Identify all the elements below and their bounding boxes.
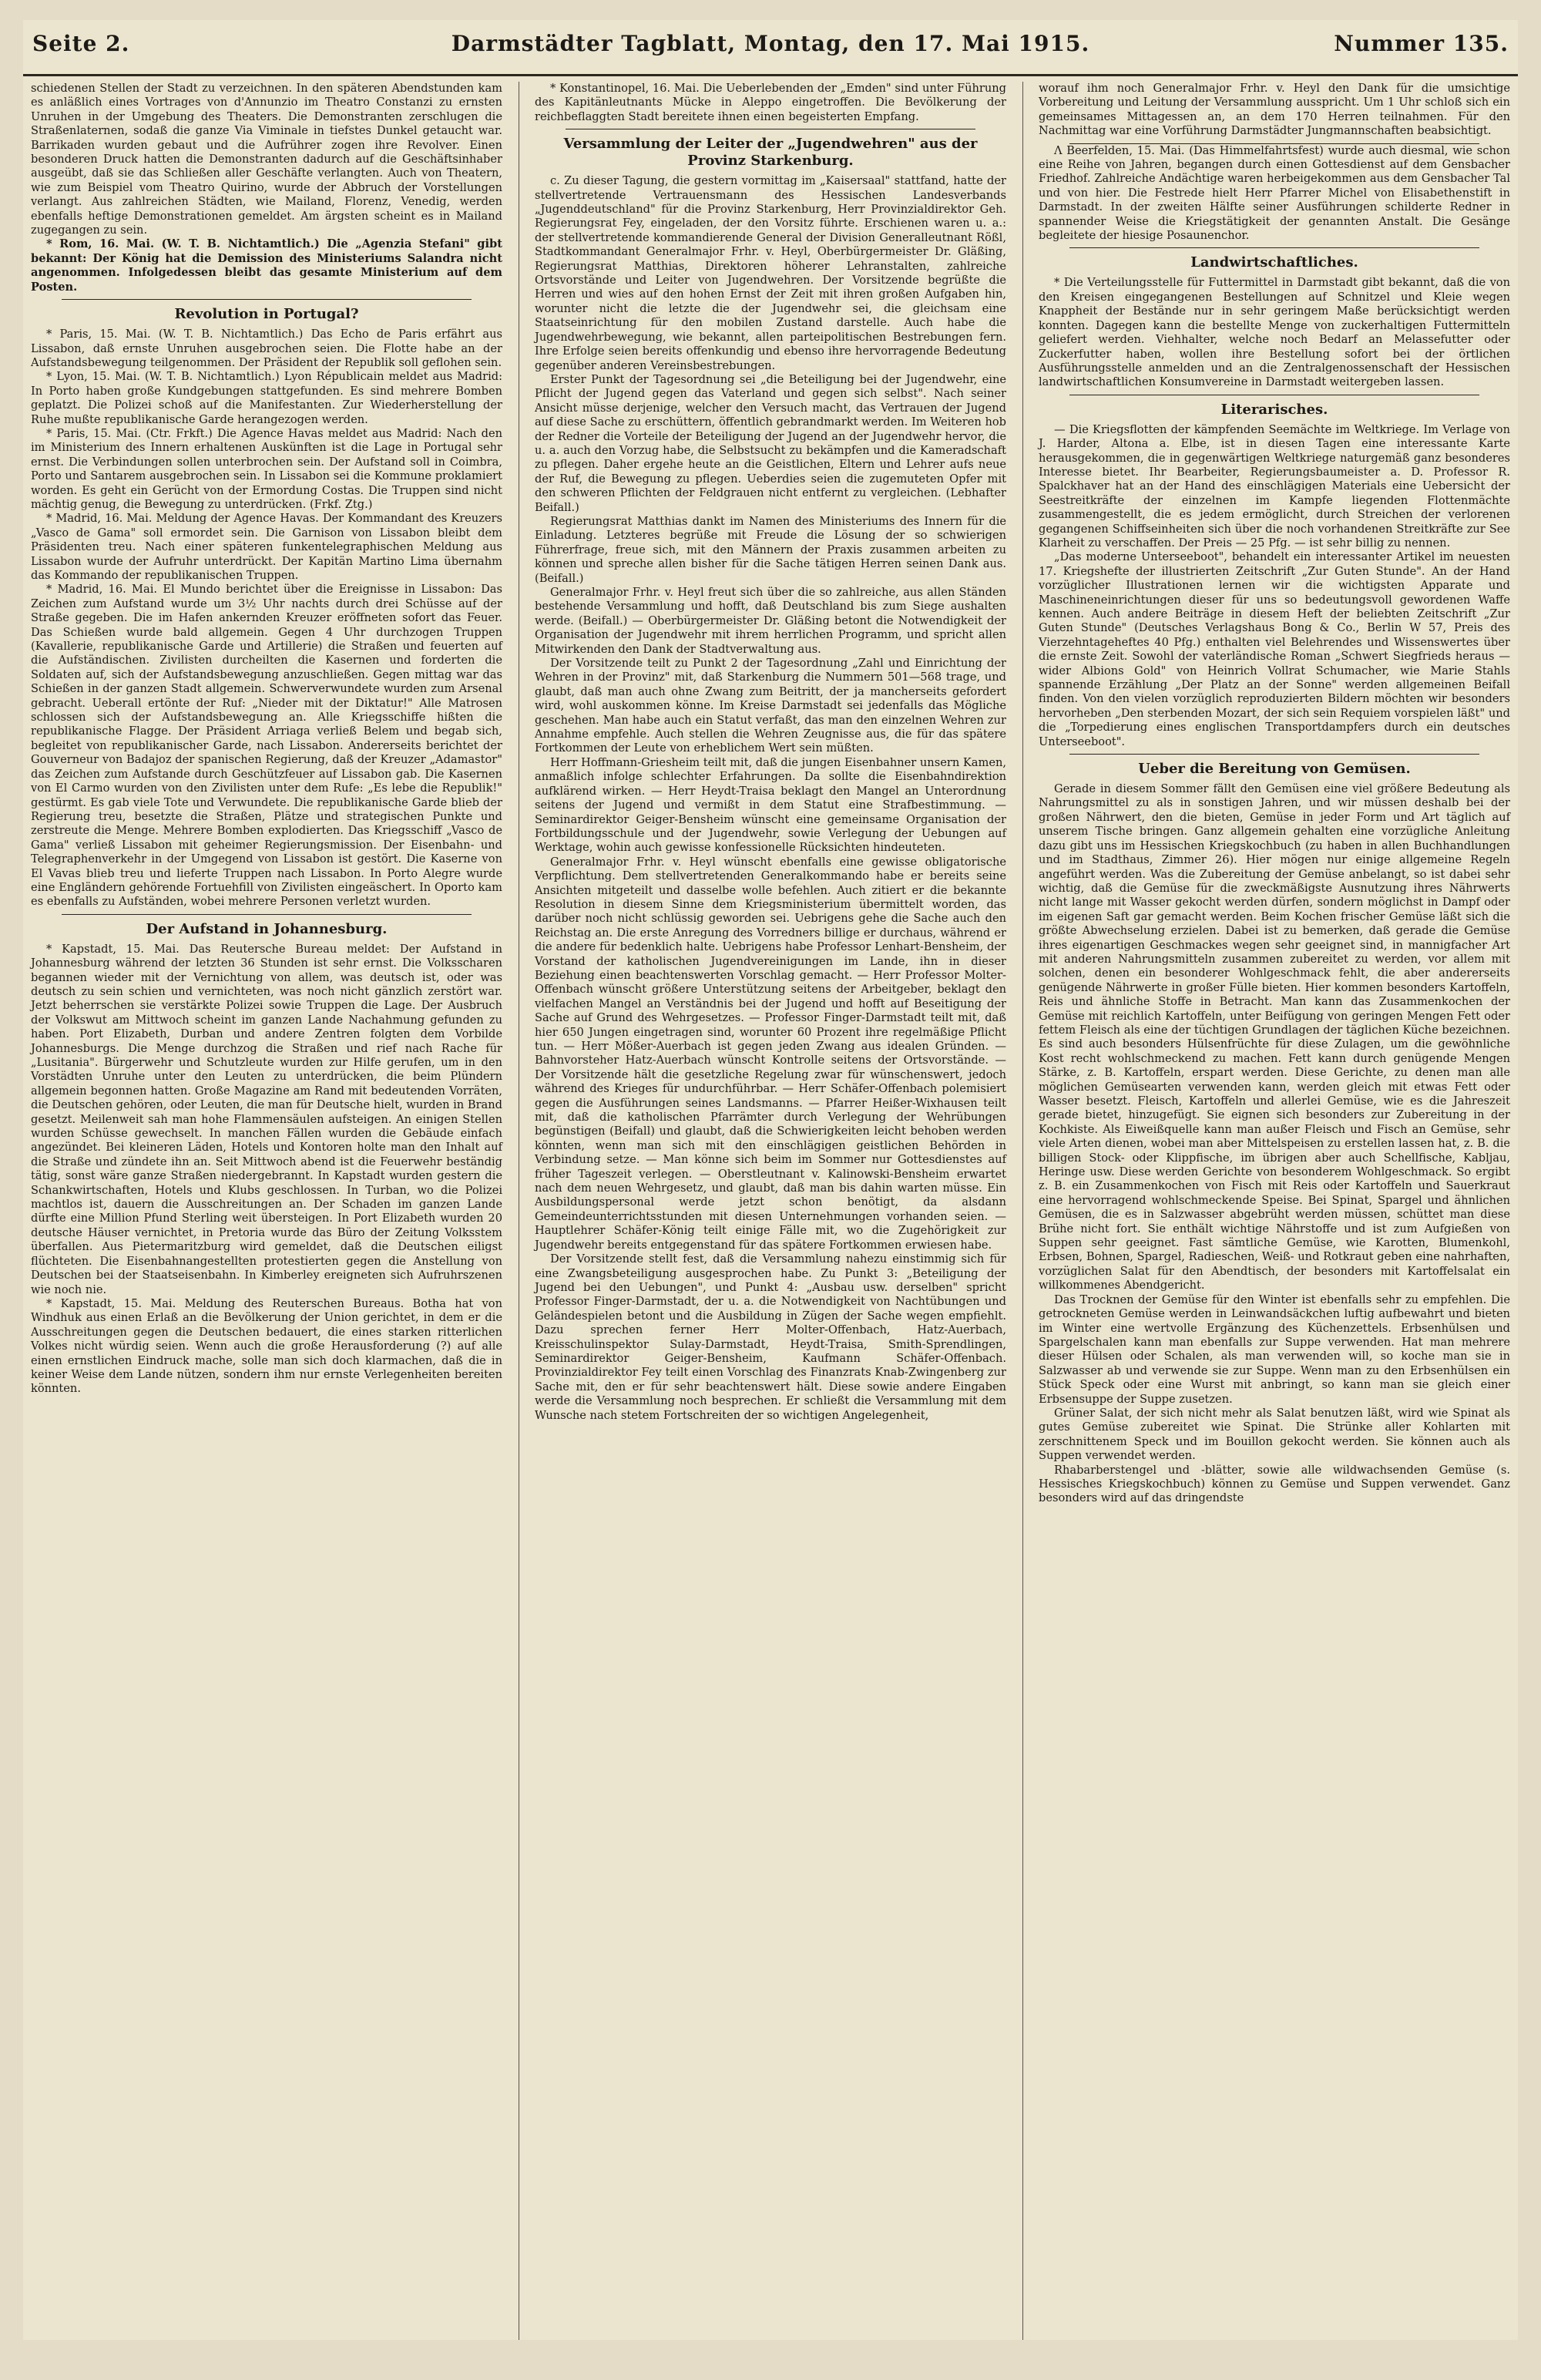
article-paragraph: * Lyon, 15. Mai. (W. T. B. Nichtamtlich.) Lyon Républicain meldet aus Madrid: In Porto haben große Kundgebungen stattgefunden. Es sind mehrere Bomben geplatzt. Die Polizei schoß auf die Manifestanten. Zur Wiederherstellung der Ruhe mußte republikanische Garde herangezogen werden.: [31, 370, 502, 426]
newspaper-title: Darmstädter Tagblatt, Montag, den 17. Mai 1915.: [451, 31, 1090, 56]
columns: [23, 82, 1518, 2340]
article-rom: * Rom, 16. Mai. (W. T. B. Nichtamtlich.) Die „Agenzia Stefani" gibt bekannt: Der König hat die Demission des Ministeriums Salandra nicht angenommen. Infolgedessen bleibt das gesamte Ministerium auf dem Posten.: [31, 237, 502, 294]
article-paragraph: * Kapstadt, 15. Mai. Das Reutersche Bureau meldet: Der Aufstand in Johannesburg während der letzten 36 Stunden ist sehr ernst. Die Volksscharen begannen wieder mit der Vernichtung von allem, was deutsch ist, oder was deutsch zu sein schien und vernichteten, was noch nicht gänzlich zerstört war. Jetzt beherrschen sie verstärkte Polizei sowie Truppen die Lage. Der Ausbruch der Volkswut am Mittwoch scheint im ganzen Lande Nachahmung gefunden zu haben. Port Elizabeth, Durban und andere Zentren folgten dem Vorbilde Johannesburgs. Die Menge durchzog die Straßen und rief nach Rache für „Lusitania". Bürgerwehr und Schutzleute wurden zur Hilfe gerufen, um in den Vorstädten Unruhe unter den Leuten zu unterdrücken, die beim Plündern allgemein begonnen hatten. Große Magazine am Rand mit bedeutenden Vorräten, die Deutschen gehören, oder Leuten, die man für Deutsche hielt, wurden in Brand gesetzt. Meilenweit sah man hohe Flammensäulen aufsteigen. An einigen Stellen wurden Schüsse gewechselt. In manchen Fällen wurden die Gebäude einfach angezündet. Bei kleineren Läden, Hotels und Kontoren holte man den Inhalt auf die Straße und zündete ihn an. Seit Mittwoch abend ist die Feuerwehr beständig tätig, sonst wäre ganze Straßen niedergebrannt. In Kapstadt wurden gestern die Schankwirtschaften, Hotels und Klubs geschlossen. In Turban, wo die Polizei machtlos ist, dauern die Ausschreitungen an. Der Schaden im ganzen Lande dürfte eine Million Pfund Sterling weit übersteigen. In Port Elizabeth wurden 20 deutsche Häuser vernichtet, in Pretoria wurde das Büro der Zeitung Volksstem überfallen. Aus Pietermaritzburg wird gemeldet, daß die Deutschen eiligst flüchteten. Die Eisenbahnangestellten protestierten gegen die Anstellung von Deutschen bei der Staatseisenbahn. In Kimberley ereigneten sich Aufruhrszenen wie noch nie.: [31, 942, 502, 1296]
article-paragraph: Der Vorsitzende teilt zu Punkt 2 der Tagesordnung „Zahl und Einrichtung der Wehren in der Provinz" mit, daß Starkenburg die Nummern 501—568 trage, und glaubt, daß man auch ohne Zwang zum Beitritt, der ja mancherseits gefordert wird, wohl auskommen könne. Im Kreise Darmstadt sei jedenfalls das Mögliche geschehen. Man habe auch ein Statut verfaßt, das man den einzelnen Wehren zur Annahme empfehle. Auch stellen die Wehren Zeugnisse aus, die für das spätere Fortkommen der Leute von erheblichem Wert sein müßten.: [535, 657, 1006, 755]
divider: [62, 299, 472, 300]
article-paragraph: Generalmajor Frhr. v. Heyl wünscht ebenfalls eine gewisse obligatorische Verpflichtung. Dem stellvertretenden Generalkommando habe er bereits seine Ansichten mitgeteilt und dasselbe wolle befehlen. Auch zitiert er die bekannte Resolution in diesem Sinne dem Kriegsministerium übermittelt worden, das darüber noch nicht schlüssig geworden sei. Uebrigens gehe die Sache auch den Reichstag an. Die erste Anregung des Vorredners billige er durchaus, während er die andere für bedenklich halte. Uebrigens habe Professor Lenhart-Bensheim, der Vorstand der katholischen Jugendvereinigungen im Lande, ihn in dieser Beziehung einen beachtenswerten Vorschlag gemacht. — Herr Professor Molter-Offenbach wünscht größere Unterstützung seitens der Arbeitgeber, beklagt den vielfachen Mangel an Verständnis bei der Jugend und hofft auf Beseitigung der Sache auf Grund des Wehrgesetzes. — Professor Finger-Darmstadt teilt mit, daß hier 650 Jungen eingetragen sind, worunter 60 Prozent ihre regelmäßige Pflicht tun. — Herr Mößer-Auerbach ist gegen jeden Zwang aus idealen Gründen. — Bahnvorsteher Hatz-Auerbach wünscht Kontrolle seitens der Ortsvorstände. — Der Vorsitzende hält die gesetzliche Regelung zwar für wünschenswert, jedoch während des Krieges für undurchführbar. — Herr Schäfer-Offenbach polemisiert gegen die Ausführungen seines Landsmanns. — Pfarrer Heißer-Wixhausen teilt mit, daß die katholischen Pfarrämter durch Verlegung der Wehrübungen begünstigen (Beifall) und glaubt, daß die Schwierigkeiten leicht behoben werden könnten, wenn man sich mit den einschlägigen geistlichen Behörden in Verbindung setze. — Man könne sich beim im Sommer nur Gottesdienstes auf früher Tageszeit verlegen. — Oberstleutnant v. Kalinowski-Bensheim erwartet nach dem neuen Wehrgesetz, und glaubt, daß man bis dahin warten müsse. Ein Ausbildungspersonal werde jetzt schon benötigt, da alsdann Gemeindeunterrichtsstunden mit diesen Unternehmungen vorhanden seien. — Hauptlehrer Schäfer-König teilt einige Fälle mit, wo die Zugehörigkeit zur Jugendwehr bereits entgegenstand für das spätere Fortkommen erwiesen habe.: [535, 855, 1006, 1252]
article-paragraph: * Paris, 15. Mai. (Ctr. Frkft.) Die Agence Havas meldet aus Madrid: Nach den im Ministerium des Innern erhaltenen Auskünften ist die Lage in Portugal sehr ernst. Die Verbindungen sollen unterbrochen sein. Der Aufstand soll in Coimbra, Porto und Santarem ausgebrochen sein. In Lissabon sei die Kommune proklamiert worden. Es geht ein Gerücht von der Ermordung Costas. Die Truppen sind nicht mächtig genug, die Bewegung zu unterdrücken. (Frkf. Ztg.): [31, 426, 502, 511]
article-paragraph: Generalmajor Frhr. v. Heyl freut sich über die so zahlreiche, aus allen Ständen bestehende Versammlung und hofft, daß Deutschland bis zum Siege aushalten werde. (Beifall.) — Oberbürgermeister Dr. Gläßing betont die Notwendigkeit der Organisation der Jugendwehr mit ihrem herrlichen Programm, und spricht allen Mitwirkenden den Dank der Stadtverwaltung aus.: [535, 586, 1006, 656]
newspaper-page: [23, 20, 1518, 2340]
article-text: schiedenen Stellen der Stadt zu verzeichnen. In den späteren Abendstunden kam es anläßlich eines Vortrages von d'Annunzio im Theatro Constanzi zu ernsten Unruhen in der Umgebung des Theaters. Die Demonstranten zerschlugen die Straßenlaternen, sodaß die ganze Via Viminale in tiefstes Dunkel getaucht war. Barrikaden wurden gebaut und die Aufrührer zogen ihre Revolver. Einen besonderen Druck hatten die Demonstranten dadurch auf die Geschäftsinhaber ausgeübt, daß sie das Schließen aller Geschäfte verlangten. Auch von Theatern, wie zum Beispiel vom Theatro Quirino, wurde der Abbruch der Vorstellungen verlangt. Aus zahlreichen Städten, wie Mailand, Florenz, Venedig, werden ebenfalls heftige Demonstrationen gemeldet. Am ärgsten scheint es in Mailand zugegangen zu sein.: [31, 82, 502, 237]
headline-portugal: Revolution in Portugal?: [174, 306, 359, 323]
article-paragraph: * Die Verteilungsstelle für Futtermittel in Darmstadt gibt bekannt, daß die von den Kreisen eingegangenen Bestellungen auf Schnitzel und Kleie wegen Knappheit der Bestände nur in sehr geringem Maße berücksichtigt werden konnten. Dagegen kann die bestellte Menge von zuckerhaltigen Futtermitteln geliefert werden. Viehhalter, welche noch Bedarf an Melassefutter oder Zuckerfutter haben, wollen ihre Bestellung sofort bei der örtlichen Ausführungsstelle anmelden und an die Zentralgenossenschaft der Hessischen landwirtschaftlichen Konsumvereine in Darmstadt weitergeben lassen.: [1039, 276, 1510, 389]
masthead: [23, 20, 1518, 76]
column-rule: [1022, 82, 1023, 2340]
headline-landwirtschaft: Landwirtschaftliches.: [1190, 254, 1358, 271]
page-number: Seite 2.: [32, 31, 130, 56]
article-paragraph: Gerade in diesem Sommer fällt den Gemüsen eine viel größere Bedeutung als Nahrungsmittel zu als in sonstigen Jahren, und wir müssen deshalb bei der großen Nährwert, den die bieten, Gemüse in jeder Form und Art täglich auf unserem Tische bringen. Ganz allgemein gehalten eine vorzügliche Anleitung dazu gibt uns im Hessischen Kriegskochbuch (zu haben in allen Buchhandlungen und im Stadthaus, Zimmer 26). Hier mögen nur einige allgemeine Regeln angeführt werden. Was die Zubereitung der Gemüse anbelangt, so ist dabei sehr wichtig, daß die Gemüse für die zweckmäßigste Ausnutzung ihres Nährwerts nicht lange mit Wasser gekocht werden dürfen, sondern möglichst in Dampf oder im eigenen Saft gar gemacht werden. Beim Kochen frischer Gemüse läßt sich die größte Abwechselung erzielen. Dabei ist zu bemerken, daß gerade die Gemüse ihres eigenartigen Geschmackes wegen sehr geeignet sind, in mannigfacher Art mit anderen Nahrungsmitteln zusammen zubereitet zu werden, vor allem mit solchen, denen ein besonderer Wohlgeschmack fehlt, die aber andererseits genügende Nährwerte in großer Fülle bieten. Hier kommen besonders Kartoffeln, Reis und ähnliche Stoffe in Betracht. Man kann das Zusammenkochen der Gemüse mit reichlich Kartoffeln, unter Beifügung von geringen Mengen Fett oder fettem Fleisch als eine der tüchtigen Grundlagen der täglichen Küche bezeichnen. Es sind auch besonders Hülsenfrüchte für diese Zulagen, um die gewöhnliche Kost recht wohlschmeckend zu machen. Fett kann durch genügende Mengen Stärke, z. B. Kartoffeln, erspart werden. Diese Gerichte, zu denen man alle möglichen Gemüsearten verwenden kann, werden gleich mit etwas Fett oder Wasser besetzt. Fleisch, Kartoffeln und allerlei Gemüse, wie es die Jahreszeit gerade bietet, hinzugefügt. Sie eignen sich besonders zur Zubereitung in der Kochkiste. Als Eiweißquelle kann man außer Fleisch und Fisch an Gemüse, sehr viele Arten dienen, wobei man aber Mittelspeisen zu erstellen lassen hat, z. B. die billigen Stock- oder Klippfische, im übrigen aber auch Schellfische, Kabljau, Heringe usw. Diese werden Gerichte von besonderem Wohlgeschmack. So ergibt z. B. ein Zusammenkochen von Fisch mit Reis oder Kartoffeln und Sauerkraut eine hervorragend wohlschmeckende Speise. Bei Spinat, Spargel und ähnlichen Gemüsen, die es in Salzwasser abgebrüht werden müssen, schüttet man diese Brühe nicht fort. Sie enthält wichtige Nährstoffe und ist zum Aufgießen von Suppen sehr geeignet. Fast sämtliche Gemüse, wie Karotten, Blumenkohl, Erbsen, Bohnen, Spargel, Radieschen, Weiß- und Rotkraut geben eine nahrhaften, vorzüglichen Salat für den Abendtisch, der besonders mit Kartoffelsalat ein willkommenes Abendgericht.: [1039, 782, 1510, 1293]
article-beerfelden: Λ Beerfelden, 15. Mai. (Das Himmelfahrtsfest) wurde auch diesmal, wie schon eine Reihe von Jahren, begangen durch einen Gottesdienst auf dem Gensbacher Friedhof. Zahlreiche Andächtige waren herbeigekommen aus dem Gensbacher Tal und von hier. Die Festrede hielt Herr Pfarrer Michel von Elisabethenstift in Darmstadt. In der zweiten Hälfte seiner Ausführungen schilderte Redner in spannender Weise die Kriegstätigkeit der genannten Anstalt. Die Gesänge begleitete der hiesige Posaunenchor.: [1039, 143, 1510, 243]
article-konstantinopel: * Konstantinopel, 16. Mai. Die Ueberlebenden der „Emden" sind unter Führung des Kapitänleutnants Mücke in Aleppo eingetroffen. Die Bevölkerung der reichbeflaggten Stadt bereitete ihnen einen begeisterten Empfang.: [535, 82, 1006, 123]
divider: [1069, 247, 1479, 248]
article-paragraph: „Das moderne Unterseeboot", behandelt ein interessanter Artikel im neuesten 17. Kriegshefte der illustrierten Zeitschrift „Zur Guten Stunde". An der Hand vorzüglicher Illustrationen lernen wir die wichtigsten Apparate und Maschineneinrichtungen dieser für uns so bedeutungsvoll gewordenen Waffe kennen. Auch andere Beiträge in diesem Heft der beliebten Zeitschrift „Zur Guten Stunde" (Deutsches Verlagshaus Bong & Co., Berlin W 57, Preis des Vierzehntageheftes 40 Pfg.) enthalten viel Belehrendes und Wissenswertes über die ernste Zeit. Sowohl der vaterländische Roman „Schwert Siegfrieds heraus — wider Albions Gold" von Heinrich Vollrat Schumacher, wie Marie Stahls spannende Erzählung „Der Platz an der Sonne" werden allgemeinen Beifall finden. Von den vielen vorzüglich reproduzierten Bildern möchten wir besonders hervorheben „Den sterbenden Mozart, der sich sein Requiem vorspielen läßt" und die „Torpedierung eines englischen Transportdampfers durch ein deutsches Unterseeboot".: [1039, 550, 1510, 748]
article-paragraph: Der Vorsitzende stellt fest, daß die Versammlung nahezu einstimmig sich für eine Zwangsbeteiligung ausgesprochen habe. Zu Punkt 3: „Beteiligung der Jugend bei den Uebungen", und Punkt 4: „Ausbau usw. derselben" spricht Professor Finger-Darmstadt, der u. a. die Notwendigkeit von Nachtübungen und Geländespielen betont und die Ausbildung in Zügen der Sache wegen empfiehlt. Dazu sprechen ferner Herr Molter-Offenbach, Hatz-Auerbach, Kreisschulinspektor Sulay-Darmstadt, Heydt-Traisa, Smith-Sprendlingen, Seminardirektor Geiger-Bensheim, Kaufmann Schäfer-Offenbach. Provinzialdirektor Fey teilt einen Vorschlag des Finanzrats Knab-Zwingenberg zur Sache mit, den er für sehr beachtenswert hält. Diese sowie andere Eingaben werde die Versammlung noch besprechen. Er schließt die Versammlung mit dem Wunsche nach stetem Fortschreiten der so wichtigen Angelegenheit,: [535, 1252, 1006, 1422]
article-paragraph: Erster Punkt der Tagesordnung sei „die Beteiligung bei der Jugendwehr, eine Pflicht der Jugend gegen das Vaterland und gegen sich selbst". Nach seiner Ansicht müsse derjenige, welcher den Versuch macht, das Vertrauen der Jugend auf diese Sache zu erschüttern, öffentlich gebrandmarkt werden. Im Weiteren hob der Redner die Vorteile der Beteiligung der Jugend an der Jugendwehr hervor, die u. a. auch den Vorzug habe, die Selbstsucht zu bekämpfen und die Kameradschaft zu pflegen. Daher ergehe heute an die Geistlichen, Eltern und Lehrer aufs neue der Ruf, die Bewegung zu pflegen. Ueberdies seien die zugemuteten Opfer mit den schweren Pflichten der Feldgrauen nicht entfernt zu vergleichen. (Lebhafter Beifall.): [535, 372, 1006, 514]
headline-johannesburg: Der Aufstand in Johannesburg.: [146, 920, 388, 937]
article-text: worauf ihm noch Generalmajor Frhr. v. Heyl den Dank für die umsichtige Vorbereitung und Leitung der Versammlung ausspricht. Um 1 Uhr schloß sich ein gemeinsames Mittagessen an, an dem 170 Herren teilnahmen. Für den Nachmittag war eine Vorführung Darmstädter Jungmannschaften beabsichtigt.: [1039, 82, 1510, 138]
article-paragraph: * Kapstadt, 15. Mai. Meldung des Reuterschen Bureaus. Botha hat von Windhuk aus einen Erlaß an die Bevölkerung der Union gerichtet, in dem er die Ausschreitungen gegen die Deutschen bedauert, die eines starken ritterlichen Volkes nicht würdig seien. Wenn auch die große Herausforderung (?) auf alle einen ernstlichen Eindruck mache, solle man sich doch klarmachen, daß die in keiner Weise dem Lande nützen, sondern ihm nur ernste Verlegenheiten bereiten könnten.: [31, 1296, 502, 1396]
column-1: [23, 82, 510, 2340]
column-3: [1031, 82, 1518, 2340]
article-paragraph: Regierungsrat Matthias dankt im Namen des Ministeriums des Innern für die Einladung. Letzteres begrüße mit Freude die Lösung der so schwierigen Führerfrage, freue sich, mit den Männern der Praxis zusammen arbeiten zu können und spreche allen bisher für die Sache tätigen Herren seinen Dank aus. (Beifall.): [535, 514, 1006, 585]
article-paragraph: — Die Kriegsflotten der kämpfenden Seemächte im Weltkriege. Im Verlage von J. Harder, Altona a. Elbe, ist in diesen Tagen eine interessante Karte herausgekommen, die in gegenwärtigen Weltkriege naturgemäß ganz besonderes Interesse bietet. Ihr Bearbeiter, Regierungsbaumeister a. D. Professor R. Spalckhaver hat an der Hand des einschlägigen Materials eine Uebersicht der Seestreitkräfte der einzelnen im Kampfe liegenden Flottenmächte zusammengestellt, die es jedem ermöglicht, durch Streichen der verlorenen gegangenen Schiffseinheiten sich über die noch vorhandenen Streitkräfte zur See Klarheit zu verschaffen. Der Preis — 25 Pfg. — ist sehr billig zu nennen.: [1039, 422, 1510, 550]
article-paragraph: Rhabarberstengel und -blätter, sowie alle wildwachsenden Gemüse (s. Hessisches Kriegskochbuch) können zu Gemüse und Suppen verwendet. Ganz besonders wird auf das dringendste: [1039, 1463, 1510, 1505]
article-paragraph: Das Trocknen der Gemüse für den Winter ist ebenfalls sehr zu empfehlen. Die getrockneten Gemüse werden in Leinwandsäckchen luftig aufbewahrt und bieten im Winter eine wertvolle Ergänzung des Küchenzettels. Erbsenhülsen und Spargelschalen kann man ebenfalls zur Suppe verwenden. Hat man mehrere dieser Hülsen oder Schalen, als man verwenden will, so koche man sie in Salzwasser ab und verwende sie zur Suppe. Wenn man zu den Erbsenhülsen ein Stück Speck oder eine Wurst mit anbringt, so kann man sie gleich einer Erbsensuppe der Suppe zusetzen.: [1039, 1293, 1510, 1406]
issue-number: Nummer 135.: [1334, 31, 1509, 56]
headline-literarisches: Literarisches.: [1220, 401, 1328, 418]
divider: [1069, 754, 1479, 755]
column-2: [527, 82, 1014, 2340]
article-paragraph: Herr Hoffmann-Griesheim teilt mit, daß die jungen Eisenbahner unsern Kamen, anmaßlich infolge schlechter Erfahrungen. Da sollte die Eisenbahndirektion aufklärend wirken. — Herr Heydt-Traisa beklagt den Mangel an Unterordnung seitens der Jugend und vermißt in dem Statut eine Strafbestimmung. — Seminardirektor Geiger-Bensheim wünscht eine gemeinsame Organisation der Fortbildungsschule und der Jugendwehr, sowie Verlegung der Uebungen auf Werktage, wohin auch gewisse konfessionelle Rücksichten hindeuteten.: [535, 755, 1006, 855]
divider: [62, 914, 472, 915]
article-paragraph: * Paris, 15. Mai. (W. T. B. Nichtamtlich.) Das Echo de Paris erfährt aus Lissabon, daß ernste Unruhen ausgebrochen seien. Die Flotte habe an der Aufstandsbewegung teilgenommen. Der Präsident der Republik soll geflohen sein.: [31, 328, 502, 369]
article-paragraph: c. Zu dieser Tagung, die gestern vormittag im „Kaisersaal" stattfand, hatte der stellvertretende Vertrauensmann des Hessischen Landesverbands „Jugenddeutschland" für die Provinz Starkenburg, Herr Provinzialdirektor Geh. Regierungsrat Fey, eingeladen, der den Vorsitz führte. Erschienen waren u. a.: der stellvertretende kommandierende General der Division Generalleutnant Rößl, Stadtkommandant Generalmajor Frhr. v. Heyl, Oberbürgermeister Dr. Gläßing, Regierungsrat Matthias, Direktoren höherer Lehranstalten, zahlreiche Ortsvorstände und Leiter von Jugendwehren. Der Vorsitzende begrüßte die Herren und wies auf den hohen Ernst der Zeit mit ihren großen Aufgaben hin, worunter nicht die letzte die der Jugendwehr sei, die gleichsam eine Staatseinrichtung für den mobilen Zustand darstelle. Auch habe die Jugendwehrbewegung, wie bekannt, allen parteipolitischen Bestrebungen fern. Ihre Erfolge seien bereits offenkundig und ebenso ihre hervorragende Bedeutung gegenüber anderen Vereinsbestrebungen.: [535, 174, 1006, 372]
article-paragraph: Grüner Salat, der sich nicht mehr als Salat benutzen läßt, wird wie Spinat als gutes Gemüse zubereitet wie Spinat. Die Strünke aller Kohlarten mit zerschnittenem Speck und im Bouillon gekocht werden. Sie können auch als Suppen verwendet werden.: [1039, 1406, 1510, 1463]
headline-versammlung: Versammlung der Leiter der „Jugendwehren" aus der Provinz Starkenburg.: [563, 136, 978, 170]
article-paragraph: * Madrid, 16. Mai. El Mundo berichtet über die Ereignisse in Lissabon: Das Zeichen zum Aufstand wurde um 3½ Uhr nachts durch drei Schüsse auf der Straße gegeben. Die im Hafen ankernden Kreuzer eröffneten sofort das Feuer. Das Schießen wurde bald allgemein. Gegen 4 Uhr durchzogen Truppen (Kavallerie, republikanische Garde und Artillerie) die Straßen und feuerten auf die Aufständischen. Zivilisten durcheilten die Kasernen und forderten die Soldaten auf, sich der Aufstandsbewegung anzuschließen. Gegen mittag war das Schießen in der ganzen Stadt allgemein. Schwerverwundete wurden zum Arsenal gebracht. Ueberall ertönte der Ruf: „Nieder mit der Diktatur!" Alle Matrosen schlossen sich der Aufstandsbewegung an. Alle Kriegsschiffe hißten die republikanische Flagge. Der Präsident Arriaga verließ Belem und begab sich, begleitet von republikanischer Garde, nach Lissabon. Andererseits berichtet der Gouverneur von Badajoz der spanischen Regierung, daß der Kreuzer „Adamastor" das Zeichen zum Aufstande durch Geschützfeuer auf Lissabon gab. Die Kasernen von El Carmo wurden von den Zivilisten unter dem Rufe: „Es lebe die Republik!" gestürmt. Es gab viele Tote und Verwundete. Die republikanische Garde blieb der Regierung treu, besetzte die Straßen, Plätze und strategischen Punkte und zerstreute die Menge. Mehrere Bomben explodierten. Das Kriegsschiff „Vasco de Gama" verließ Lissabon mit geheimer Regierungsmission. Der Eisenbahn- und Telegraphenverkehr in der Umgegend von Lissabon ist gestört. Die Kaserne von El Vavas blieb treu und lieferte Truppen nach Lissabon. In Porto Alegre wurde eine Engländern gehörende Fortuehfill von Zivilisten eingeäschert. In Oporto kam es ebenfalls zu Aufständen, wobei mehrere Personen verletzt wurden.: [31, 583, 502, 909]
article-paragraph: * Madrid, 16. Mai. Meldung der Agence Havas. Der Kommandant des Kreuzers „Vasco de Gama" soll ermordet sein. Die Garnison von Lissabon bleibt dem Präsidenten treu. Nach einer späteren funkentelegraphischen Meldung aus Lissabon wurde der Aufruhr unterdrückt. Der Kapitän Martino Lima übernahm das Kommando der republikanischen Truppen.: [31, 512, 502, 582]
headline-gemuese: Ueber die Bereitung von Gemüsen.: [1138, 761, 1411, 778]
